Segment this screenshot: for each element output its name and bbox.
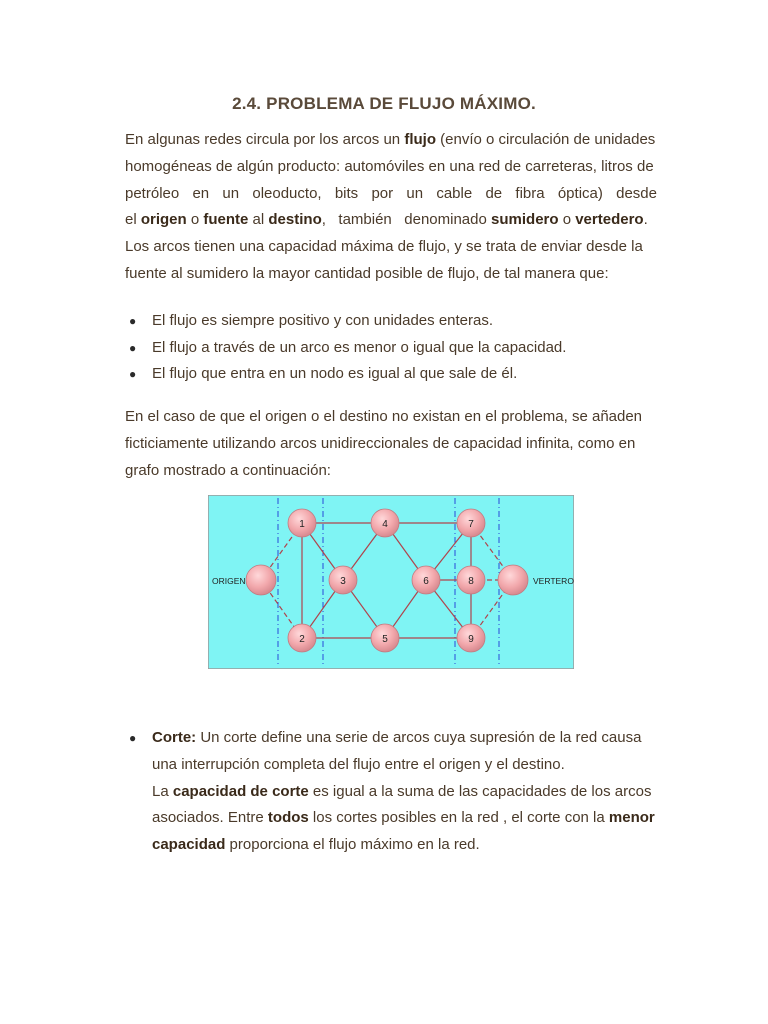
list-item-text: El flujo que entra en un nodo es igual al que sale de él. <box>152 365 518 382</box>
sink-node <box>498 565 528 595</box>
list-item-text: El flujo es siempre positivo y con unidades enteras. <box>152 312 494 329</box>
corte-text: Un corte define una serie de arcos cuya supresión de la red causa <box>196 729 642 746</box>
second-paragraph <box>125 404 657 484</box>
node-label: 4 <box>382 519 388 530</box>
node-label: 5 <box>382 634 388 645</box>
bullet-icon: ● <box>129 367 137 381</box>
node-9 <box>457 624 485 652</box>
intro-text: o <box>186 211 204 229</box>
term-vertedero: vertedero <box>575 211 644 229</box>
term-todos: todos <box>267 809 309 827</box>
corte-text: proporciona el flujo máximo en la red. <box>225 836 480 854</box>
bullet-icon: ● <box>129 314 137 328</box>
intro-text: o <box>558 211 576 229</box>
node-1 <box>288 509 316 537</box>
para2-line-2: ficticiamente utilizando arcos unidireccionales de capacidad infinita, como en <box>125 434 636 452</box>
origin-node <box>246 565 276 595</box>
corte-line-3 <box>152 779 665 806</box>
sink-label: VERTERO <box>533 576 574 586</box>
intro-line-2: homogéneas de algún producto: automóviles en una red de carreteras, litros de <box>125 157 654 175</box>
list-item <box>125 308 665 335</box>
bullet-icon: ● <box>129 731 137 745</box>
list-item <box>125 725 665 859</box>
intro-text: (envío o circulación de unidades <box>435 131 656 148</box>
corte-text: asociados. Entre <box>152 809 268 827</box>
bullet-icon: ● <box>129 340 137 355</box>
list-item <box>125 335 665 362</box>
origin-label: ORIGEN <box>212 576 246 586</box>
corte-line-5 <box>152 832 665 859</box>
node-7 <box>457 509 485 537</box>
node-label: 2 <box>299 634 305 645</box>
node-label: 9 <box>468 634 474 645</box>
corte-text: es igual a la suma de las capacidades de los arcos <box>308 782 652 800</box>
section-title: 2.4. PROBLEMA DE FLUJO MÁXIMO. <box>232 94 536 113</box>
intro-text: . <box>643 211 648 229</box>
list-item <box>125 361 665 388</box>
corte-line-2: una interrupción completa del flujo entre el origen y el destino. <box>152 755 565 773</box>
node-label: 7 <box>468 519 474 530</box>
corte-line-4 <box>152 805 665 832</box>
cut-definition-list <box>125 725 665 859</box>
corte-text: La <box>152 782 173 800</box>
node-6 <box>412 566 440 594</box>
network-diagram <box>208 495 574 669</box>
para2-line-3: grafo mostrado a continuación: <box>125 461 331 479</box>
term-fuente: fuente <box>203 211 249 229</box>
intro-text: En algunas redes circula por los arcos un <box>125 131 405 148</box>
intro-paragraph <box>125 127 657 288</box>
node-3 <box>329 566 357 594</box>
intro-line-6: fuente al sumidero la mayor cantidad posible de flujo, de tal manera que: <box>125 264 609 282</box>
node-label: 1 <box>299 519 305 530</box>
node-4 <box>371 509 399 537</box>
conditions-list <box>125 308 665 388</box>
term-capacidad: capacidad <box>152 836 226 854</box>
intro-line-3: petróleo en un oleoducto, bits por un cable de fibra óptica) desde <box>125 184 657 202</box>
term-sumidero: sumidero <box>491 211 559 229</box>
intro-text: el <box>125 211 141 229</box>
node-label: 8 <box>468 576 474 587</box>
corte-line-1 <box>152 725 665 752</box>
term-destino: destino <box>268 211 322 229</box>
term-menor: menor <box>608 809 655 827</box>
intro-text: al <box>248 211 269 229</box>
intro-line-4 <box>125 207 657 234</box>
term-corte: Corte: <box>152 729 197 746</box>
intro-text: , también denominado <box>321 211 492 229</box>
term-origen: origen <box>140 211 187 229</box>
para2-line-1: En el caso de que el origen o el destino no existan en el problema, se añaden <box>125 408 643 425</box>
node-5 <box>371 624 399 652</box>
term-flujo: flujo <box>404 131 436 148</box>
node-8 <box>457 566 485 594</box>
node-label: 3 <box>340 576 346 587</box>
intro-line-5: Los arcos tienen una capacidad máxima de flujo, y se trata de enviar desde la <box>125 238 643 256</box>
node-2 <box>288 624 316 652</box>
node-label: 6 <box>423 576 429 587</box>
intro-line-1 <box>125 127 657 154</box>
list-item-text: El flujo a través de un arco es menor o igual que la capacidad. <box>152 338 567 356</box>
term-capacidad-de-corte: capacidad de corte <box>172 782 309 800</box>
corte-text: los cortes posibles en la red , el corte con la <box>308 809 609 827</box>
